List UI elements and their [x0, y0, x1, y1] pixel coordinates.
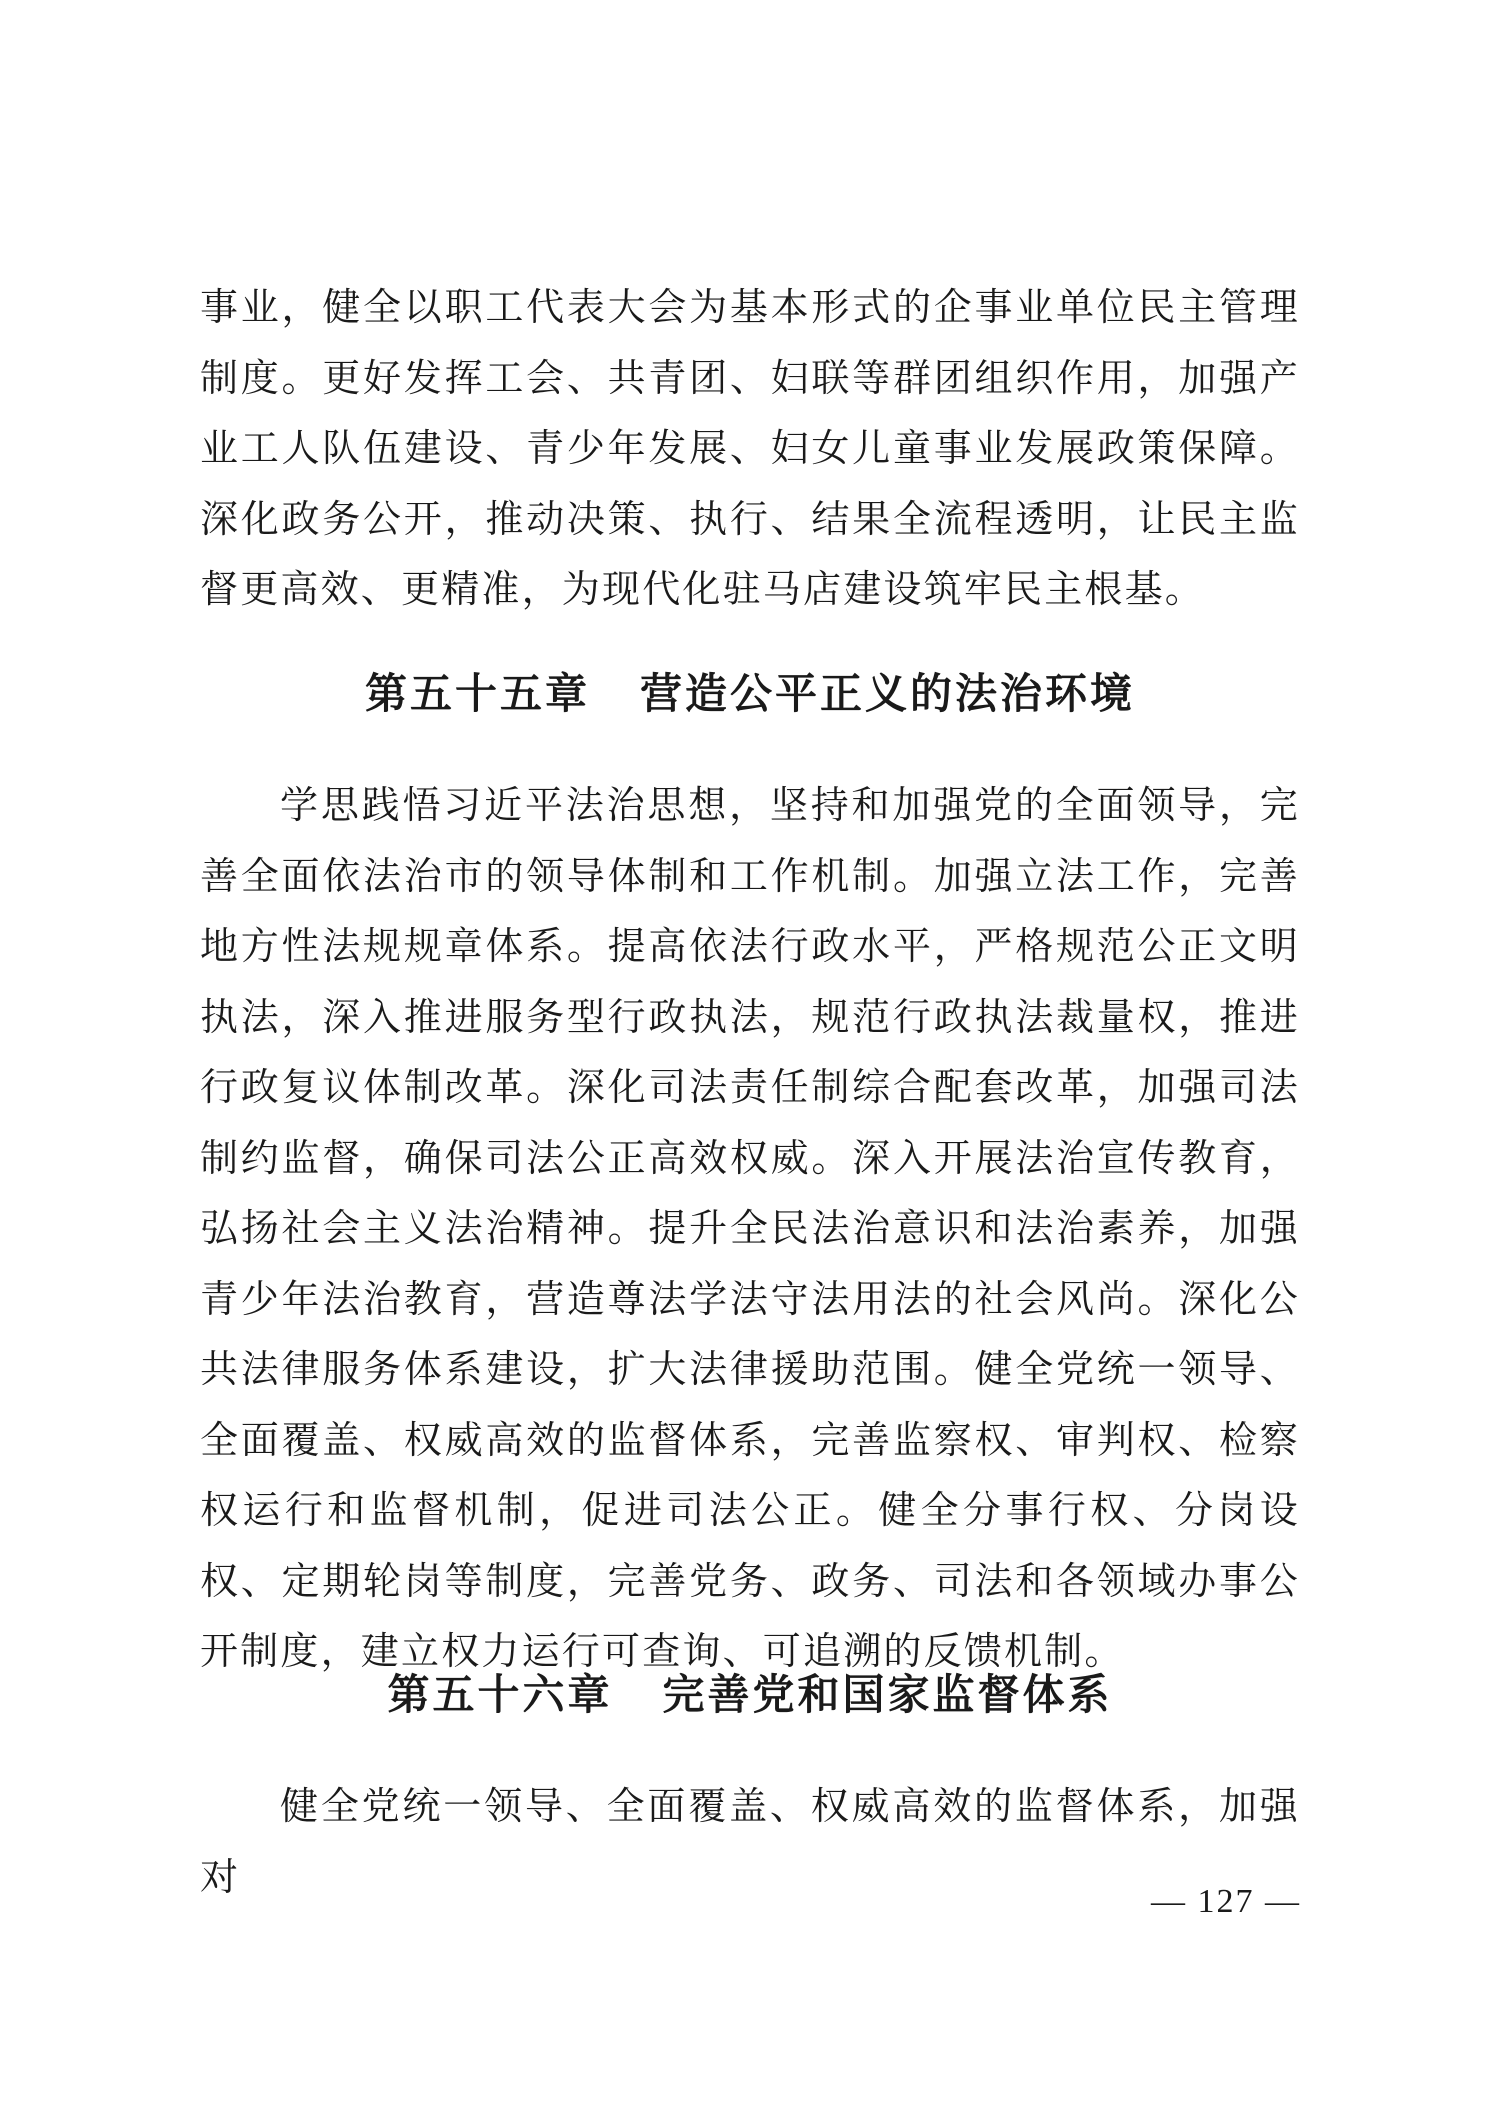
body-paragraph: 健全党统一领导、全面覆盖、权威高效的监督体系，加强对: [200, 1784, 1300, 1899]
paragraph-block-2: [200, 770, 1300, 1687]
chapter-title: 营造公平正义的法治环境: [640, 669, 1136, 718]
chapter-number: 第五十六章: [387, 1670, 613, 1719]
chapter-title: 完善党和国家监督体系: [662, 1670, 1113, 1719]
body-paragraph: 学思践悟习近平法治思想，坚持和加强党的全面领导，完善全面依法治市的领导体制和工作机制。加强立法工作，完善地方性法规规章体系。提高依法行政水平，严格规范公正文明执法，深入推进服务型行政执法，规范行政执法裁量权，推进行政复议体制改革。深化司法责任制综合配套改革，加强司法制约监督，确保司法公正高效权威。深入开展法治宣传教育，弘扬社会主义法治精神。提升全民法治意识和法治素养，加强青少年法治教育，营造尊法学法守法用法的社会风尚。深化公共法律服务体系建设，扩大法律援助范围。健全党统一领导、全面覆盖、权威高效的监督体系，完善监察权、审判权、检察权运行和监督机制，促进司法公正。健全分事行权、分岗设权、定期轮岗等制度，完善党务、政务、司法和各领域办事公开制度，建立权力运行可查询、可追溯的反馈机制。: [200, 783, 1300, 1673]
chapter-heading-55: [200, 664, 1300, 724]
page-number: — 127 —: [1151, 1883, 1301, 1920]
body-paragraph: 事业，健全以职工代表大会为基本形式的企事业单位民主管理制度。更好发挥工会、共青团、妇联等群团组织作用，加强产业工人队伍建设、青少年发展、妇女儿童事业发展政策保障。深化政务公开，推动决策、执行、结果全流程透明，让民主监督更高效、更精准，为现代化驻马店建设筑牢民主根基。: [200, 285, 1300, 611]
paragraph-block-3: [200, 1771, 1300, 1912]
chapter-number: 第五十五章: [364, 669, 590, 718]
paragraph-block-1: [200, 272, 1300, 625]
chapter-heading-56: [200, 1665, 1300, 1725]
